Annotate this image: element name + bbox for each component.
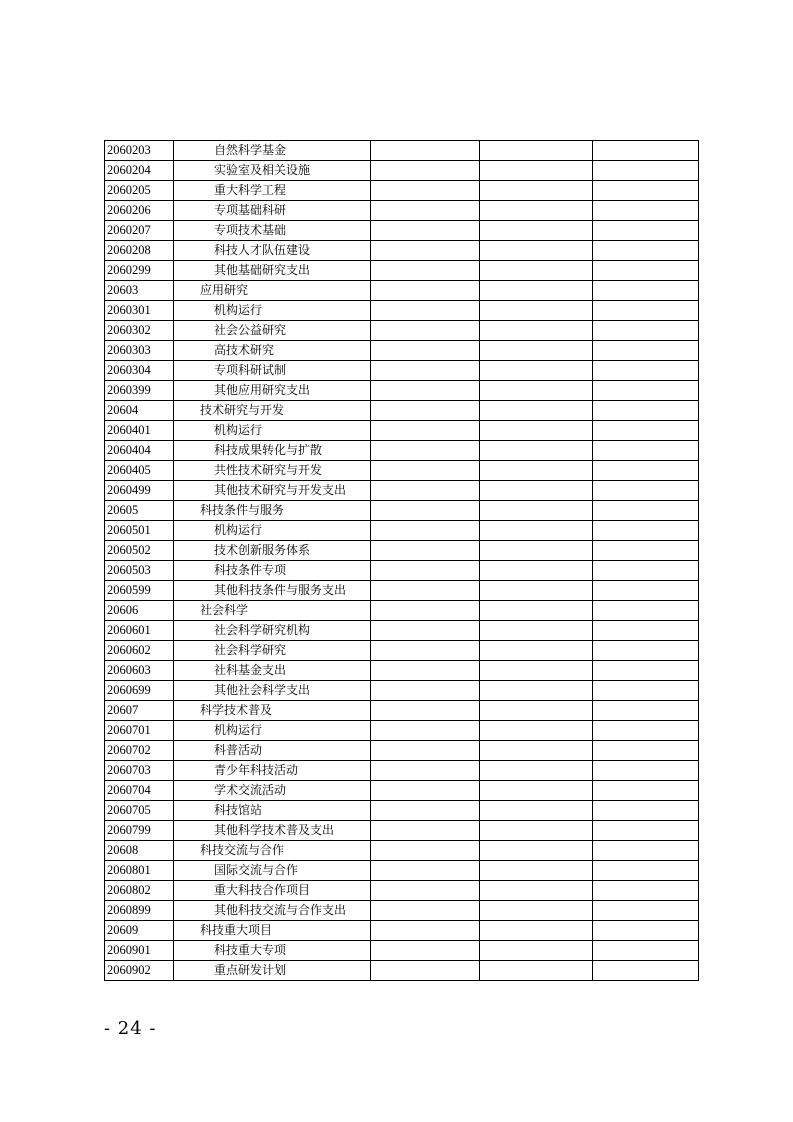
row-value-cell bbox=[480, 241, 593, 261]
row-value-cell bbox=[593, 521, 699, 541]
row-value-cell bbox=[593, 501, 699, 521]
table-row bbox=[105, 681, 699, 701]
row-code: 2060703 bbox=[105, 761, 174, 781]
row-code: 2060801 bbox=[105, 861, 174, 881]
row-value-cell bbox=[480, 141, 593, 161]
row-code: 2060207 bbox=[105, 221, 174, 241]
row-code: 2060303 bbox=[105, 341, 174, 361]
table-row bbox=[105, 481, 699, 501]
row-code: 2060208 bbox=[105, 241, 174, 261]
table-row bbox=[105, 641, 699, 661]
row-name: 其他科学技术普及支出 bbox=[174, 821, 371, 841]
row-code: 2060602 bbox=[105, 641, 174, 661]
row-name: 技术研究与开发 bbox=[174, 401, 371, 421]
row-name: 其他基础研究支出 bbox=[174, 261, 371, 281]
row-code: 2060404 bbox=[105, 441, 174, 461]
row-value-cell bbox=[371, 201, 480, 221]
row-value-cell bbox=[371, 521, 480, 541]
row-name: 科技重大项目 bbox=[174, 921, 371, 941]
row-code: 2060401 bbox=[105, 421, 174, 441]
row-value-cell bbox=[371, 141, 480, 161]
row-name: 科技条件专项 bbox=[174, 561, 371, 581]
row-value-cell bbox=[593, 961, 699, 981]
table-row bbox=[105, 421, 699, 441]
table-row bbox=[105, 621, 699, 641]
row-name: 科学技术普及 bbox=[174, 701, 371, 721]
row-value-cell bbox=[480, 441, 593, 461]
table-row bbox=[105, 221, 699, 241]
row-value-cell bbox=[480, 221, 593, 241]
table-row bbox=[105, 181, 699, 201]
row-code: 2060902 bbox=[105, 961, 174, 981]
table-row bbox=[105, 941, 699, 961]
row-value-cell bbox=[480, 681, 593, 701]
table-row bbox=[105, 441, 699, 461]
row-value-cell bbox=[371, 321, 480, 341]
row-name: 其他技术研究与开发支出 bbox=[174, 481, 371, 501]
row-value-cell bbox=[480, 541, 593, 561]
row-value-cell bbox=[480, 401, 593, 421]
row-name: 重大科技合作项目 bbox=[174, 881, 371, 901]
row-code: 2060704 bbox=[105, 781, 174, 801]
row-value-cell bbox=[593, 301, 699, 321]
table-row bbox=[105, 741, 699, 761]
row-code: 20603 bbox=[105, 281, 174, 301]
table-row bbox=[105, 301, 699, 321]
row-name: 机构运行 bbox=[174, 721, 371, 741]
table-row bbox=[105, 501, 699, 521]
row-value-cell bbox=[480, 581, 593, 601]
row-name: 科技馆站 bbox=[174, 801, 371, 821]
row-value-cell bbox=[480, 921, 593, 941]
row-code: 2060205 bbox=[105, 181, 174, 201]
row-code: 2060603 bbox=[105, 661, 174, 681]
table-row bbox=[105, 821, 699, 841]
row-value-cell bbox=[593, 221, 699, 241]
row-value-cell bbox=[480, 741, 593, 761]
row-value-cell bbox=[593, 181, 699, 201]
row-value-cell bbox=[593, 321, 699, 341]
row-name: 科技人才队伍建设 bbox=[174, 241, 371, 261]
row-value-cell bbox=[480, 761, 593, 781]
row-value-cell bbox=[593, 441, 699, 461]
row-value-cell bbox=[593, 421, 699, 441]
row-code: 2060203 bbox=[105, 141, 174, 161]
row-value-cell bbox=[593, 561, 699, 581]
row-value-cell bbox=[480, 341, 593, 361]
row-value-cell bbox=[371, 421, 480, 441]
row-name: 其他科技条件与服务支出 bbox=[174, 581, 371, 601]
row-value-cell bbox=[480, 661, 593, 681]
row-code: 20609 bbox=[105, 921, 174, 941]
row-name: 科技成果转化与扩散 bbox=[174, 441, 371, 461]
row-value-cell bbox=[593, 861, 699, 881]
row-value-cell bbox=[371, 781, 480, 801]
row-value-cell bbox=[480, 901, 593, 921]
row-name: 重大科学工程 bbox=[174, 181, 371, 201]
row-value-cell bbox=[480, 301, 593, 321]
row-value-cell bbox=[593, 141, 699, 161]
table-row bbox=[105, 961, 699, 981]
row-name: 机构运行 bbox=[174, 521, 371, 541]
row-value-cell bbox=[593, 901, 699, 921]
row-value-cell bbox=[480, 501, 593, 521]
row-value-cell bbox=[593, 161, 699, 181]
row-value-cell bbox=[371, 361, 480, 381]
row-value-cell bbox=[480, 261, 593, 281]
row-value-cell bbox=[480, 721, 593, 741]
row-value-cell bbox=[593, 361, 699, 381]
table-row bbox=[105, 521, 699, 541]
table-row bbox=[105, 541, 699, 561]
row-code: 2060599 bbox=[105, 581, 174, 601]
row-value-cell bbox=[593, 461, 699, 481]
row-code: 20607 bbox=[105, 701, 174, 721]
row-code: 2060204 bbox=[105, 161, 174, 181]
row-code: 20605 bbox=[105, 501, 174, 521]
row-value-cell bbox=[480, 561, 593, 581]
table-row bbox=[105, 281, 699, 301]
row-code: 2060499 bbox=[105, 481, 174, 501]
row-value-cell bbox=[480, 941, 593, 961]
row-value-cell bbox=[371, 281, 480, 301]
table-row bbox=[105, 781, 699, 801]
table-row bbox=[105, 461, 699, 481]
page-number: - 24 - bbox=[104, 1018, 157, 1039]
budget-table bbox=[104, 140, 699, 981]
row-value-cell bbox=[371, 661, 480, 681]
row-code: 2060299 bbox=[105, 261, 174, 281]
table-row bbox=[105, 381, 699, 401]
row-code: 2060901 bbox=[105, 941, 174, 961]
row-value-cell bbox=[371, 161, 480, 181]
row-value-cell bbox=[371, 701, 480, 721]
row-code: 2060601 bbox=[105, 621, 174, 641]
row-code: 2060206 bbox=[105, 201, 174, 221]
row-value-cell bbox=[480, 421, 593, 441]
row-name: 机构运行 bbox=[174, 421, 371, 441]
row-name: 社会科学研究 bbox=[174, 641, 371, 661]
row-value-cell bbox=[593, 661, 699, 681]
table-row bbox=[105, 161, 699, 181]
row-value-cell bbox=[371, 621, 480, 641]
row-value-cell bbox=[480, 361, 593, 381]
row-code: 2060502 bbox=[105, 541, 174, 561]
row-name: 共性技术研究与开发 bbox=[174, 461, 371, 481]
table-row bbox=[105, 841, 699, 861]
row-value-cell bbox=[480, 861, 593, 881]
row-value-cell bbox=[593, 801, 699, 821]
table-row bbox=[105, 141, 699, 161]
row-code: 2060302 bbox=[105, 321, 174, 341]
row-name: 社会科学 bbox=[174, 601, 371, 621]
table-row bbox=[105, 661, 699, 681]
row-value-cell bbox=[480, 621, 593, 641]
row-value-cell bbox=[480, 461, 593, 481]
row-name: 专项科研试制 bbox=[174, 361, 371, 381]
row-value-cell bbox=[593, 781, 699, 801]
row-name: 重点研发计划 bbox=[174, 961, 371, 981]
row-value-cell bbox=[480, 201, 593, 221]
table-row bbox=[105, 241, 699, 261]
row-value-cell bbox=[593, 681, 699, 701]
row-value-cell bbox=[371, 841, 480, 861]
row-value-cell bbox=[480, 481, 593, 501]
table-row bbox=[105, 721, 699, 741]
row-name: 实验室及相关设施 bbox=[174, 161, 371, 181]
row-value-cell bbox=[593, 621, 699, 641]
row-value-cell bbox=[371, 681, 480, 701]
row-value-cell bbox=[593, 741, 699, 761]
row-value-cell bbox=[371, 761, 480, 781]
row-name: 社会公益研究 bbox=[174, 321, 371, 341]
row-name: 科普活动 bbox=[174, 741, 371, 761]
row-code: 2060799 bbox=[105, 821, 174, 841]
row-value-cell bbox=[480, 161, 593, 181]
table-row bbox=[105, 601, 699, 621]
table-row bbox=[105, 801, 699, 821]
row-value-cell bbox=[480, 641, 593, 661]
row-name: 其他社会科学支出 bbox=[174, 681, 371, 701]
row-code: 2060802 bbox=[105, 881, 174, 901]
row-name: 科技条件与服务 bbox=[174, 501, 371, 521]
table-row bbox=[105, 581, 699, 601]
row-code: 2060705 bbox=[105, 801, 174, 821]
table-row bbox=[105, 261, 699, 281]
row-value-cell bbox=[371, 881, 480, 901]
row-value-cell bbox=[480, 281, 593, 301]
row-value-cell bbox=[371, 221, 480, 241]
row-value-cell bbox=[593, 721, 699, 741]
table-row bbox=[105, 341, 699, 361]
row-value-cell bbox=[371, 461, 480, 481]
row-value-cell bbox=[371, 921, 480, 941]
row-name: 技术创新服务体系 bbox=[174, 541, 371, 561]
row-value-cell bbox=[371, 401, 480, 421]
row-value-cell bbox=[593, 941, 699, 961]
row-name: 专项基础科研 bbox=[174, 201, 371, 221]
row-value-cell bbox=[593, 581, 699, 601]
table-row bbox=[105, 401, 699, 421]
row-value-cell bbox=[371, 241, 480, 261]
row-value-cell bbox=[593, 701, 699, 721]
table-row bbox=[105, 901, 699, 921]
row-value-cell bbox=[593, 261, 699, 281]
row-value-cell bbox=[371, 181, 480, 201]
row-value-cell bbox=[593, 601, 699, 621]
row-code: 2060899 bbox=[105, 901, 174, 921]
row-value-cell bbox=[371, 481, 480, 501]
row-value-cell bbox=[371, 861, 480, 881]
row-name: 学术交流活动 bbox=[174, 781, 371, 801]
row-value-cell bbox=[371, 741, 480, 761]
row-code: 2060399 bbox=[105, 381, 174, 401]
row-code: 2060301 bbox=[105, 301, 174, 321]
row-value-cell bbox=[480, 821, 593, 841]
row-code: 2060702 bbox=[105, 741, 174, 761]
row-value-cell bbox=[371, 541, 480, 561]
table-row bbox=[105, 861, 699, 881]
row-value-cell bbox=[480, 181, 593, 201]
row-value-cell bbox=[480, 881, 593, 901]
row-name: 其他科技交流与合作支出 bbox=[174, 901, 371, 921]
row-value-cell bbox=[480, 601, 593, 621]
row-code: 2060501 bbox=[105, 521, 174, 541]
row-value-cell bbox=[480, 801, 593, 821]
row-code: 2060405 bbox=[105, 461, 174, 481]
row-value-cell bbox=[593, 541, 699, 561]
table-row bbox=[105, 201, 699, 221]
row-name: 社会科学研究机构 bbox=[174, 621, 371, 641]
row-value-cell bbox=[593, 481, 699, 501]
table-row bbox=[105, 321, 699, 341]
table-row bbox=[105, 361, 699, 381]
row-value-cell bbox=[371, 941, 480, 961]
row-code: 20606 bbox=[105, 601, 174, 621]
row-value-cell bbox=[593, 841, 699, 861]
row-value-cell bbox=[371, 601, 480, 621]
row-value-cell bbox=[371, 441, 480, 461]
row-value-cell bbox=[371, 261, 480, 281]
row-code: 20604 bbox=[105, 401, 174, 421]
row-value-cell bbox=[480, 521, 593, 541]
row-value-cell bbox=[593, 821, 699, 841]
row-name: 自然科学基金 bbox=[174, 141, 371, 161]
row-value-cell bbox=[371, 961, 480, 981]
table-row bbox=[105, 921, 699, 941]
row-name: 科技交流与合作 bbox=[174, 841, 371, 861]
row-value-cell bbox=[371, 301, 480, 321]
row-value-cell bbox=[480, 961, 593, 981]
row-value-cell bbox=[593, 241, 699, 261]
row-name: 社科基金支出 bbox=[174, 661, 371, 681]
row-code: 20608 bbox=[105, 841, 174, 861]
row-value-cell bbox=[480, 701, 593, 721]
row-value-cell bbox=[371, 501, 480, 521]
row-code: 2060304 bbox=[105, 361, 174, 381]
row-value-cell bbox=[593, 341, 699, 361]
row-value-cell bbox=[593, 281, 699, 301]
row-value-cell bbox=[593, 761, 699, 781]
row-name: 其他应用研究支出 bbox=[174, 381, 371, 401]
row-value-cell bbox=[371, 801, 480, 821]
row-value-cell bbox=[593, 881, 699, 901]
row-value-cell bbox=[371, 641, 480, 661]
row-value-cell bbox=[593, 641, 699, 661]
row-name: 专项技术基础 bbox=[174, 221, 371, 241]
row-name: 应用研究 bbox=[174, 281, 371, 301]
row-value-cell bbox=[593, 201, 699, 221]
table-body bbox=[105, 141, 699, 981]
table-row bbox=[105, 761, 699, 781]
row-value-cell bbox=[371, 581, 480, 601]
row-name: 青少年科技活动 bbox=[174, 761, 371, 781]
row-value-cell bbox=[371, 561, 480, 581]
row-name: 高技术研究 bbox=[174, 341, 371, 361]
row-value-cell bbox=[593, 921, 699, 941]
table-row bbox=[105, 561, 699, 581]
row-value-cell bbox=[480, 781, 593, 801]
row-value-cell bbox=[371, 381, 480, 401]
row-value-cell bbox=[593, 401, 699, 421]
row-value-cell bbox=[371, 821, 480, 841]
row-code: 2060701 bbox=[105, 721, 174, 741]
table-row bbox=[105, 881, 699, 901]
row-value-cell bbox=[480, 321, 593, 341]
row-value-cell bbox=[371, 341, 480, 361]
row-code: 2060503 bbox=[105, 561, 174, 581]
row-name: 科技重大专项 bbox=[174, 941, 371, 961]
row-code: 2060699 bbox=[105, 681, 174, 701]
table-row bbox=[105, 701, 699, 721]
row-value-cell bbox=[371, 721, 480, 741]
row-value-cell bbox=[593, 381, 699, 401]
row-value-cell bbox=[480, 841, 593, 861]
row-name: 国际交流与合作 bbox=[174, 861, 371, 881]
row-name: 机构运行 bbox=[174, 301, 371, 321]
row-value-cell bbox=[371, 901, 480, 921]
row-value-cell bbox=[480, 381, 593, 401]
